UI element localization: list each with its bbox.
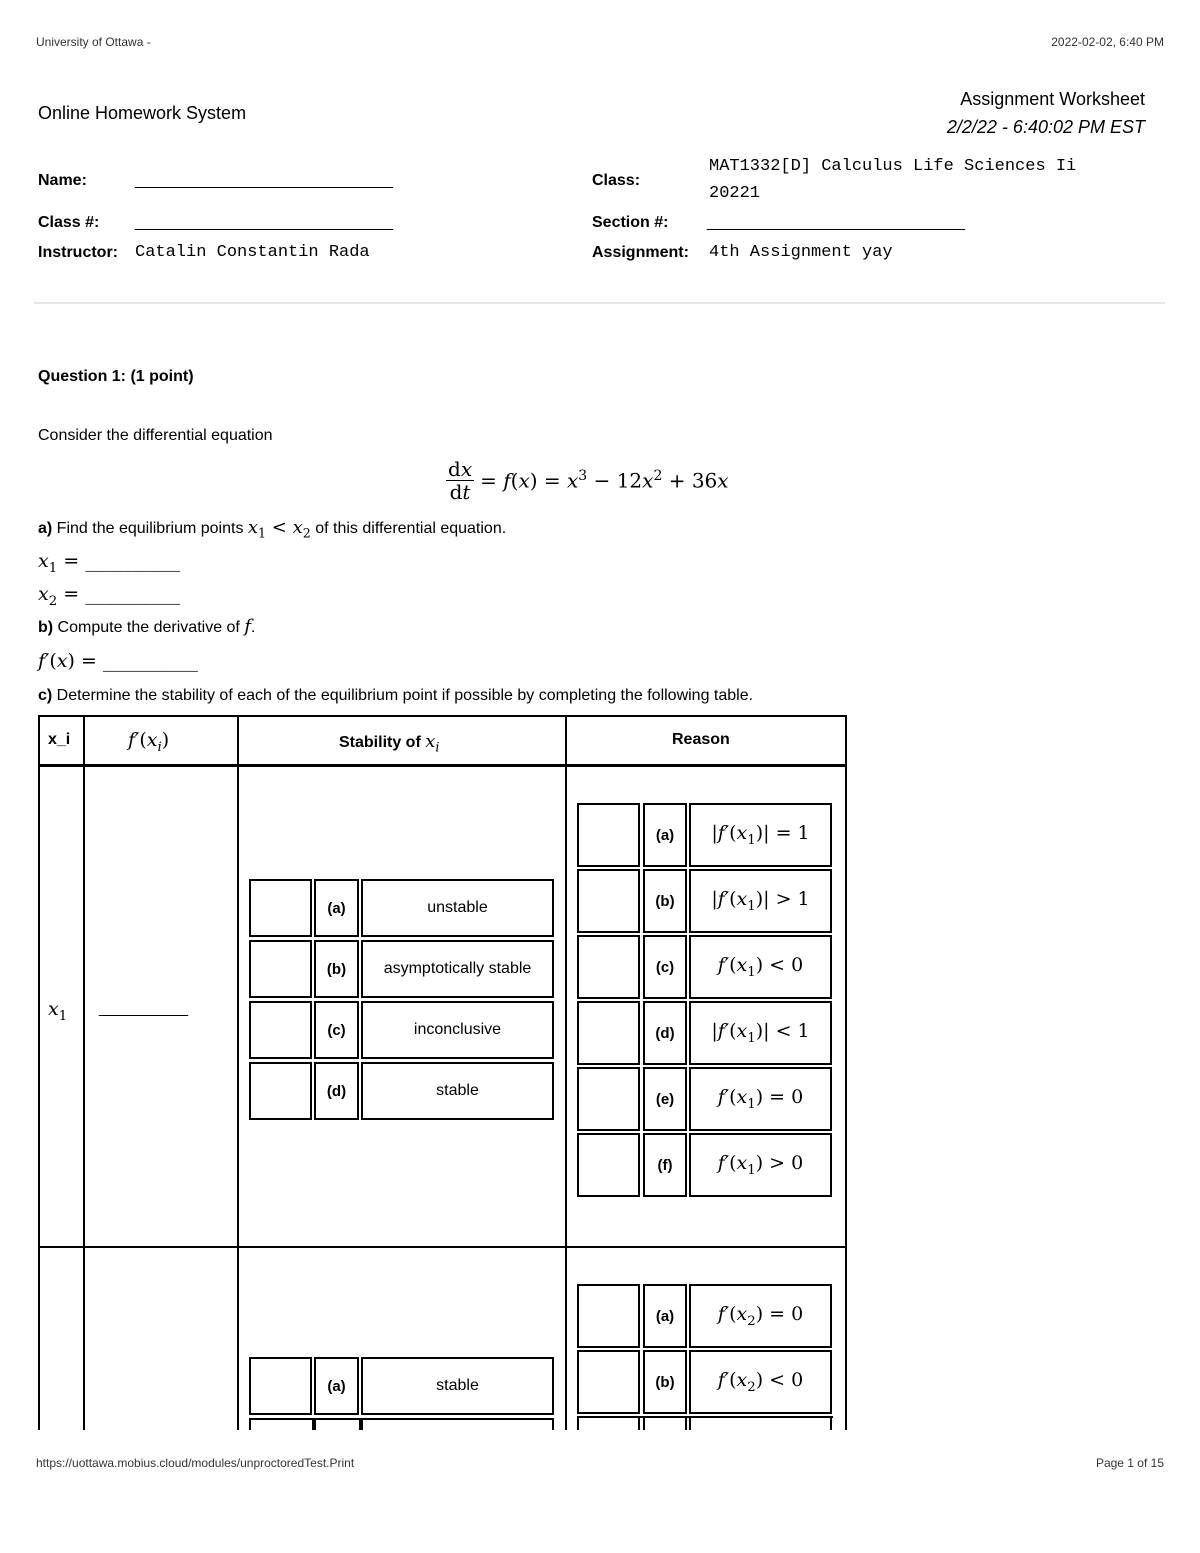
- header-fprime: $f'(x_i)$: [128, 729, 170, 755]
- question-title: Question 1: (1 point): [38, 368, 194, 385]
- row1-reason-e-text: $f'(x_1) = 0$: [689, 1067, 832, 1131]
- class-value-line2: 20221: [709, 184, 761, 203]
- row1-reason-e-letter: (e): [643, 1067, 687, 1131]
- row2-stability-next-sep5: [552, 1418, 554, 1430]
- row1-xi: $x_1$: [48, 998, 68, 1024]
- row2-reason-next-sep3: [643, 1416, 645, 1430]
- row1-reason-b-letter: (b): [643, 869, 687, 933]
- row1-reason-f-checkbox[interactable]: [577, 1133, 640, 1197]
- derivative-answer-line: f′(x) = __________: [38, 650, 198, 672]
- part-b-text: Compute the derivative of: [53, 619, 245, 636]
- name-blank: _____________________________: [135, 172, 394, 189]
- system-title: Online Homework System: [38, 103, 247, 123]
- row1-reason-a-checkbox[interactable]: [577, 803, 640, 867]
- row2-reason-next-sep4: [685, 1416, 687, 1430]
- class-num-label: Class #:: [38, 214, 100, 231]
- row1-stability-a-text: unstable: [361, 879, 554, 937]
- row2-stability-a-text: stable: [361, 1357, 554, 1415]
- row1-stability-d-checkbox[interactable]: [249, 1062, 312, 1120]
- row1-reason-c-text: $f'(x_1) < 0$: [689, 935, 832, 999]
- row2-reason-next-sep6: [830, 1416, 832, 1430]
- row1-reason-c-checkbox[interactable]: [577, 935, 640, 999]
- x2-blank[interactable]: __________: [85, 583, 181, 605]
- row1-stability-b-text: asymptotically stable: [361, 940, 554, 998]
- instructor-value: Catalin Constantin Rada: [135, 243, 370, 262]
- class-num-blank: _____________________________: [135, 214, 394, 231]
- page-header-left: University of Ottawa -: [36, 35, 151, 49]
- header-xi: x_i: [48, 731, 71, 748]
- row1-stability-a-checkbox[interactable]: [249, 879, 312, 937]
- differential-equation: $\frac{dx}{dt}$ = $f(x) = x^3 - 12x^2 + 36x$: [448, 457, 729, 504]
- part-b: b) Compute the derivative of f.: [38, 616, 256, 637]
- derivative-blank[interactable]: __________: [102, 650, 198, 672]
- row2-reason-a-text: $f'(x_2) = 0$: [689, 1284, 832, 1348]
- assignment-value: 4th Assignment yay: [709, 243, 893, 262]
- section-blank: _____________________________: [707, 214, 966, 231]
- row2-stability-a-checkbox[interactable]: [249, 1357, 312, 1415]
- header-stability-text: Stability of: [339, 734, 426, 751]
- page-header-right: 2022-02-02, 6:40 PM: [1051, 35, 1164, 49]
- row1-reason-c-letter: (c): [643, 935, 687, 999]
- part-c-label: c): [38, 687, 53, 704]
- row2-reason-next-sep1: [577, 1416, 579, 1430]
- row1-fprime-blank[interactable]: __________: [99, 1000, 188, 1017]
- class-value-line1: MAT1332[D] Calculus Life Sciences Ii: [709, 157, 1077, 176]
- row1-reason-f-text: $f'(x_1) > 0$: [689, 1133, 832, 1197]
- question-intro: Consider the differential equation: [38, 427, 273, 444]
- row1-stability-d-text: stable: [361, 1062, 554, 1120]
- row1-stability-a-letter: (a): [314, 879, 359, 937]
- part-a: a) Find the equilibrium points $x_1 < x_2$ of this differential equation.: [38, 517, 507, 541]
- row2-stability-next-sep4: [361, 1418, 363, 1430]
- page-footer-page: Page 1 of 15: [1095, 1456, 1164, 1470]
- x1-answer-line: $x_1$ = __________: [38, 550, 181, 576]
- row1-stability-c-text: inconclusive: [361, 1001, 554, 1059]
- part-a-label: a): [38, 520, 53, 537]
- row1-reason-d-letter: (d): [643, 1001, 687, 1065]
- instructor-label: Instructor:: [38, 244, 118, 261]
- row1-stability-d-letter: (d): [314, 1062, 359, 1120]
- row2-reason-next-sep5: [689, 1416, 691, 1430]
- row1-stability-b-letter: (b): [314, 940, 359, 998]
- worksheet-timestamp: 2/2/22 - 6:40:02 PM EST: [946, 117, 1145, 137]
- section-label: Section #:: [592, 214, 669, 231]
- x2-answer-line: $x_2$ = __________: [38, 583, 181, 609]
- row2-reason-next-edge: [577, 1416, 833, 1418]
- part-c: [38, 687, 753, 705]
- part-a-text-after: of this differential equation.: [310, 520, 507, 537]
- row2-reason-b-letter: (b): [643, 1350, 687, 1414]
- header-reason: Reason: [672, 731, 730, 748]
- row2-stability-next-edge: [249, 1418, 554, 1430]
- row1-stability-b-checkbox[interactable]: [249, 940, 312, 998]
- row1-reason-e-checkbox[interactable]: [577, 1067, 640, 1131]
- row2-reason-b-checkbox[interactable]: [577, 1350, 640, 1414]
- row1-reason-a-text: $|f'(x_1)| = 1$: [689, 803, 832, 867]
- page-footer-url: https://uottawa.mobius.cloud/modules/unproctoredTest.Print: [36, 1456, 355, 1470]
- row2-reason-a-letter: (a): [643, 1284, 687, 1348]
- header-divider: [34, 302, 1165, 304]
- name-label: Name:: [38, 172, 87, 189]
- row1-stability-c-letter: (c): [314, 1001, 359, 1059]
- part-c-text: Determine the stability of each of the equilibrium point if possible by completing the following table.: [52, 687, 754, 704]
- row2-reason-b-text: $f'(x_2) < 0$: [689, 1350, 832, 1414]
- row1-stability-c-checkbox[interactable]: [249, 1001, 312, 1059]
- part-a-text-before: Find the equilibrium points: [52, 520, 248, 537]
- row2-reason-a-checkbox[interactable]: [577, 1284, 640, 1348]
- row1-reason-a-letter: (a): [643, 803, 687, 867]
- row2-stability-a-letter: (a): [314, 1357, 359, 1415]
- row1-reason-b-text: $|f'(x_1)| > 1$: [689, 869, 832, 933]
- row1-reason-d-text: $|f'(x_1)| < 1$: [689, 1001, 832, 1065]
- header-stability: Stability of $x_i$: [339, 731, 440, 755]
- row2-stability-next-sep2: [314, 1418, 316, 1430]
- row1-reason-b-checkbox[interactable]: [577, 869, 640, 933]
- row1-reason-f-letter: (f): [643, 1133, 687, 1197]
- row2-reason-next-sep2: [638, 1416, 640, 1430]
- part-b-label: b): [38, 619, 54, 636]
- worksheet-title: Assignment Worksheet: [960, 89, 1145, 109]
- x1-blank[interactable]: __________: [85, 550, 181, 572]
- assignment-label: Assignment:: [592, 244, 689, 261]
- row1-reason-d-checkbox[interactable]: [577, 1001, 640, 1065]
- class-label: Class:: [592, 172, 641, 189]
